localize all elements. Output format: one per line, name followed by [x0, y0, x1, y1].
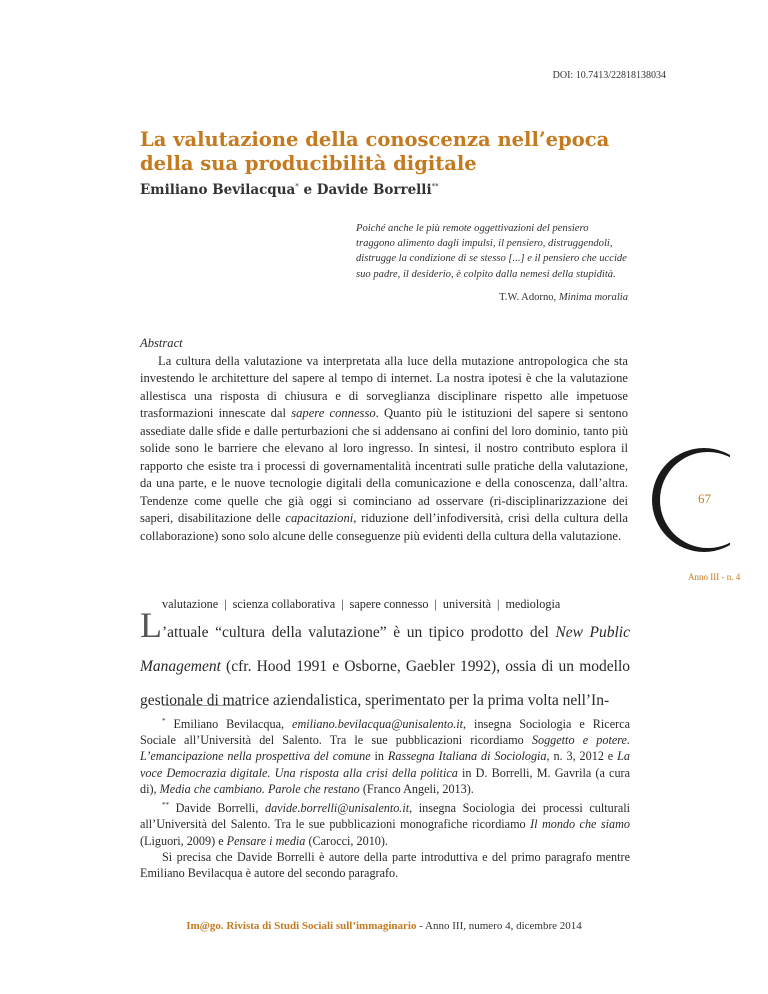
- footnote-text: Davide Borrelli,: [169, 801, 265, 816]
- keyword: scienza collaborativa: [232, 597, 336, 611]
- footnotes: [140, 713, 630, 881]
- intro-paragraph: [140, 605, 630, 718]
- footnote-text: , insegna Sociologia e Ricerca Sociale all’Università del Salento. Tra le sue pubblicazioni ricordiamo: [140, 717, 631, 748]
- footnote-1: [140, 713, 630, 797]
- footnote-text: (Franco Angeli, 2013).: [359, 781, 474, 796]
- keyword-separator: |: [496, 597, 500, 611]
- keyword: università: [442, 597, 491, 611]
- keyword: mediologia: [505, 597, 561, 611]
- footnote-mark: *: [162, 717, 166, 725]
- footnote-text: in D. Borrelli, M. Gavrila (a cura di),: [140, 765, 630, 796]
- author-email: davide.borrelli@unisalento.it: [264, 801, 410, 816]
- footnote-text: (Carocci, 2010).: [305, 833, 388, 848]
- intro-text-2: (cfr. Hood 1991 e Osborne, Gaebler 1992), ossia di un modello gestionale di matrice aziendalistica, sperimentato per la prima volta nell’In-: [140, 658, 630, 709]
- journal-name: Im@go. Rivista di Studi Sociali sull’immaginario: [186, 920, 417, 932]
- keyword-separator: |: [341, 597, 344, 611]
- footnote-text: (Liguori, 2009) e: [140, 833, 227, 848]
- abstract-text-1: La cultura della valutazione va interpretata alla luce della mutazione antropologica che sta investendo le architetture del sapere al tempo di internet. La nostra ipotesi è che la valutazione allestisca una risposta di chiusura e di sorveglianza disciplinare rispetto alle impetuose trasformazioni innescate dal: [140, 353, 628, 420]
- footnote-2: [140, 797, 630, 849]
- author-mark-1: *: [295, 182, 299, 191]
- abstract-term-1: sapere connesso: [291, 406, 376, 420]
- footnote-mark: **: [162, 801, 169, 810]
- author-name-1: Emiliano Bevilacqua: [140, 182, 296, 198]
- page-footer: [0, 920, 768, 932]
- footer-issue: - Anno III, numero 4, dicembre 2014: [416, 920, 582, 932]
- crescent-moon-icon: [650, 448, 730, 552]
- intro-text-1: ’attuale “cultura della valutazione” è un tipico prodotto del: [162, 624, 556, 641]
- intro-term: New Public Management: [140, 624, 630, 675]
- footnote-3: Si precisa che Davide Borrelli è autore della parte introduttiva e del primo paragrafo mentre Emiliano Bevilacqua è autore del secondo paragrafo.: [140, 849, 630, 880]
- cited-work: Pensare i media: [226, 833, 306, 848]
- epigraph: Poiché anche le più remote oggettivazioni del pensiero traggono alimento dagli impulsi, il pensiero, distruggendoli, distrugge la condizione di se stesso [...] e il pensiero che uccide suo padre, il desiderio, è colpito dalla nemesi della stupidità.: [356, 223, 627, 280]
- cited-work: Media che cambiano. Parole che restano: [159, 781, 360, 796]
- cited-work: La voce Democrazia digitale. Una risposta alla crisi della politica: [140, 749, 630, 780]
- authors: [140, 182, 439, 198]
- keyword-separator: |: [434, 597, 437, 611]
- author-conjunction: e: [303, 182, 313, 198]
- footnote-text: in: [370, 749, 388, 764]
- cited-work: Il mondo che siamo: [530, 817, 630, 832]
- abstract-heading: Abstract: [140, 336, 183, 350]
- keyword: sapere connesso: [349, 597, 429, 611]
- keyword-separator: |: [224, 597, 227, 611]
- abstract-body: [140, 353, 628, 546]
- cited-work: Rassegna Italiana di Sociologia: [387, 749, 547, 764]
- doi: DOI: 10.7413/22818138034: [552, 70, 666, 81]
- article-title: La valutazione della conoscenza nell’epoca della sua producibilità digitale: [140, 128, 610, 175]
- abstract-term-2: capacitazioni: [285, 511, 354, 525]
- epigraph-source: [499, 292, 628, 303]
- abstract-text-3: , riduzione dell’infodiversità, crisi della cultura della collaborazione) sono solo alcune delle conseguenze più evidenti della cultura della valutazione.: [140, 511, 628, 543]
- author-email: emiliano.bevilacqua@unisalento.it: [292, 717, 464, 732]
- epigraph-work: Minima moralia: [558, 292, 628, 303]
- page-number: 67: [698, 491, 711, 506]
- footnote-divider: [162, 705, 242, 706]
- footnote-text: , n. 3, 2012 e: [546, 749, 618, 764]
- abstract: [140, 335, 628, 545]
- footnote-text: Emiliano Bevilacqua,: [165, 717, 293, 732]
- keyword: valutazione: [162, 597, 219, 611]
- footnote-text: , insegna Sociologia dei processi culturali all’Università del Salento. Tra le sue pubblicazioni monografiche ricordiamo: [140, 801, 631, 832]
- epigraph-author: T.W. Adorno,: [499, 292, 559, 303]
- author-name-2: Davide Borrelli: [316, 182, 432, 198]
- issue-label: Anno III - n. 4: [688, 572, 741, 582]
- abstract-text-2: . Quanto più le istituzioni del sapere si sentono assediate dalle sfide e dalle perturbazioni che si addensano ai confini del loro dominio, tanto più solide sono le barriere che elevano al loro ingresso. In sintesi, il nostro contributo esplora il rapporto che esiste tra i processi di governamentalità incentrati sulle pratiche della valutazione, da una parte, e le nuove tecnologie digitali della comunicazione e della conoscenza, dall’altra. Tendenze come quelle che già oggi si cominciano ad osservare (ri-disciplinarizzazione dei saperi, disabilitazione delle: [140, 406, 628, 525]
- cited-work: Soggetto e potere. L’emancipazione nella prospettiva del comune: [140, 733, 630, 764]
- author-mark-2: **: [431, 182, 439, 191]
- drop-cap: L: [140, 605, 162, 645]
